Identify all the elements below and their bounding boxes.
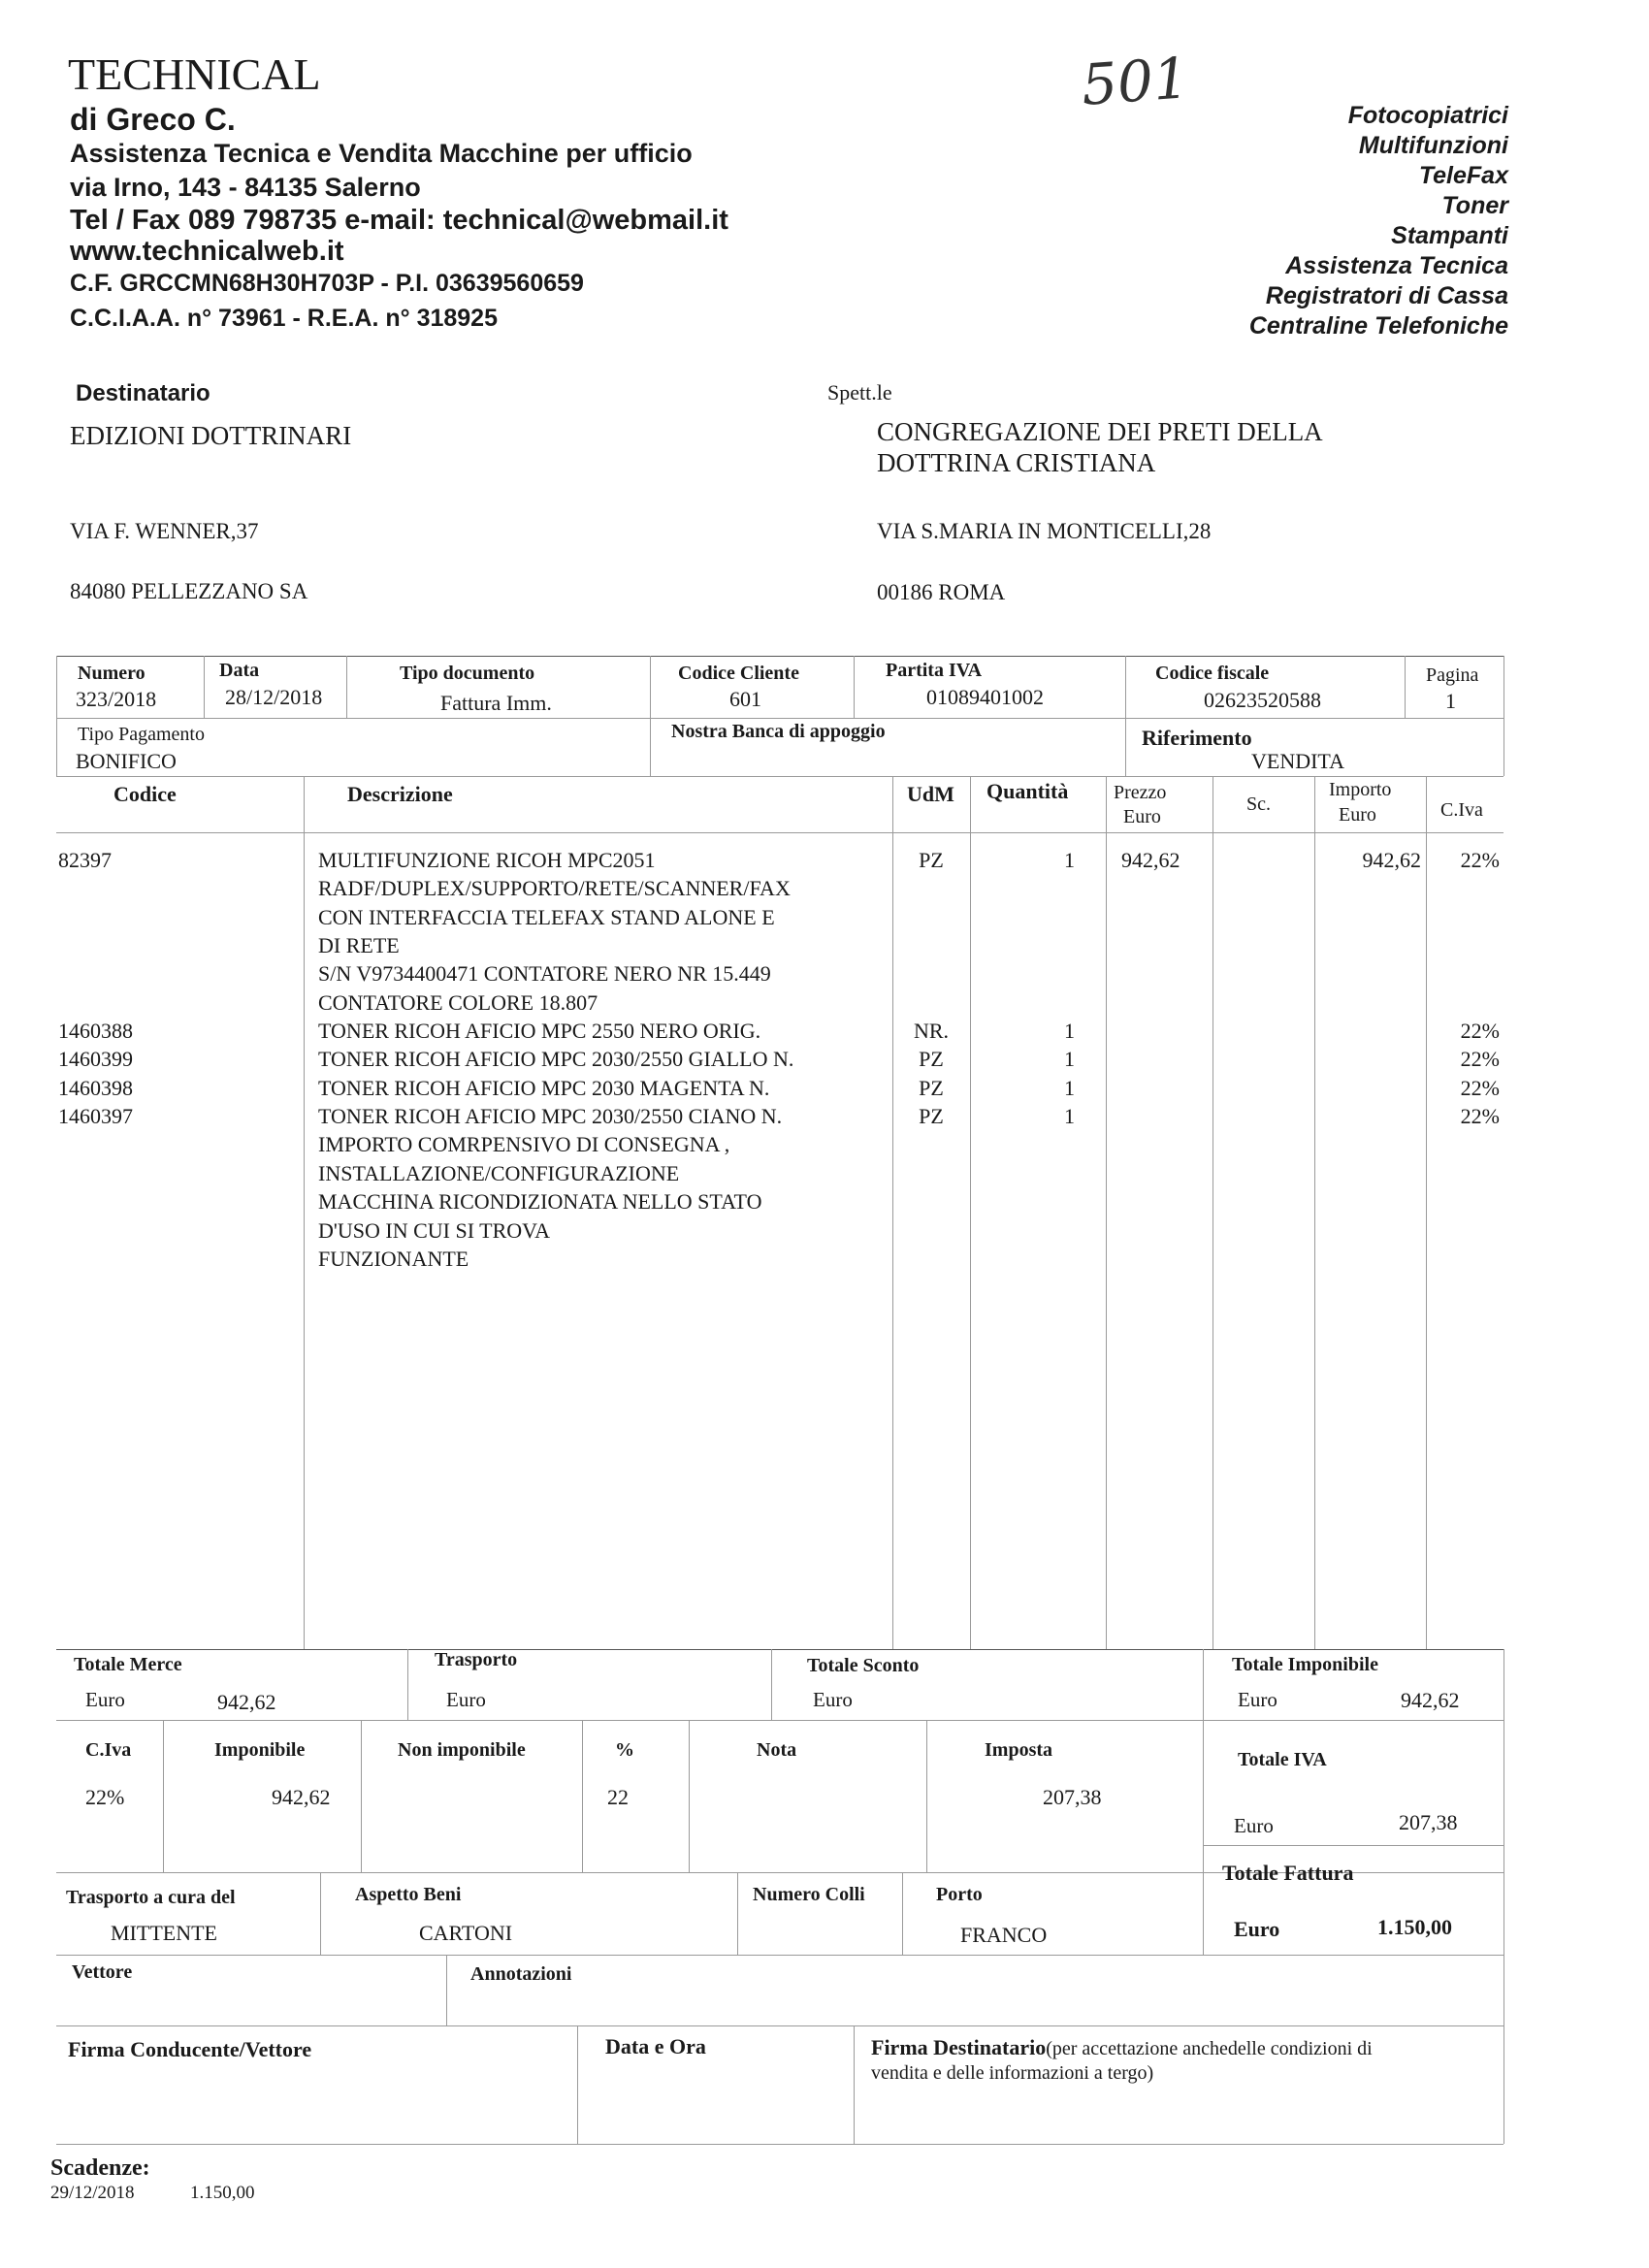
vat-imponibile-value: 942,62	[272, 1785, 331, 1809]
item-codice: 1460398	[58, 1075, 133, 1100]
item-codice: 1460399	[58, 1047, 133, 1072]
item-codice: 82397	[58, 848, 112, 872]
scadenza-amount: 1.150,00	[190, 2183, 255, 2203]
vat-civa-value: 22%	[85, 1785, 125, 1809]
item-descrizione: TONER RICOH AFICIO MPC 2550 NERO ORIG.	[318, 1019, 761, 1044]
item-descrizione: MACCHINA RICONDIZIONATA NELLO STATO	[318, 1189, 762, 1215]
vat-imposta-label: Imposta	[985, 1739, 1053, 1761]
firma-destinatario-note-2: vendita e delle informazioni a tergo)	[871, 2062, 1154, 2084]
totale-merce-label: Totale Merce	[74, 1654, 182, 1675]
item-descrizione: TONER RICOH AFICIO MPC 2030/2550 GIALLO N.	[318, 1047, 794, 1072]
company-name: TECHNICAL	[68, 49, 321, 99]
table-row	[0, 1218, 1649, 1246]
item-quantita: 1	[1064, 1019, 1075, 1044]
data-value: 28/12/2018	[225, 685, 323, 709]
table-row	[0, 1132, 1649, 1159]
table-row	[0, 848, 1649, 875]
col-prezzo: Prezzo	[1114, 782, 1167, 803]
totale-iva-value: 207,38	[1399, 1810, 1458, 1834]
item-descrizione: DI RETE	[318, 933, 400, 958]
service-item: Registratori di Cassa	[1265, 282, 1508, 309]
trasporto-label: Trasporto	[435, 1649, 518, 1670]
company-website: www.technicalweb.it	[70, 236, 344, 267]
numero-label: Numero	[78, 663, 146, 684]
codice-cliente-label: Codice Cliente	[678, 663, 799, 684]
addressee-city: 00186 ROMA	[877, 580, 1006, 604]
table-row	[0, 933, 1649, 960]
service-item: TeleFax	[1418, 162, 1508, 189]
item-udm: NR.	[913, 1019, 950, 1044]
totale-fattura-label: Totale Fattura	[1222, 1861, 1354, 1885]
totale-sconto-label: Totale Sconto	[807, 1655, 920, 1676]
col-codice: Codice	[113, 782, 177, 806]
item-descrizione: S/N V9734400471 CONTATORE NERO NR 15.449	[318, 961, 771, 987]
table-row	[0, 990, 1649, 1018]
col-sconto: Sc.	[1246, 794, 1271, 815]
table-row	[0, 876, 1649, 903]
item-iva: 22%	[1460, 1047, 1500, 1072]
firma-destinatario-note-1: (per accettazione anchedelle condizioni di	[1046, 2038, 1373, 2059]
vat-imposta-value: 207,38	[1043, 1785, 1102, 1809]
service-item: Stampanti	[1391, 222, 1508, 249]
service-item: Toner	[1441, 192, 1508, 219]
pagina-value: 1	[1445, 689, 1456, 713]
addressee-name-2: DOTTRINA CRISTIANA	[877, 448, 1156, 477]
trasporto-euro: Euro	[446, 1688, 486, 1711]
item-prezzo: 942,62	[1121, 848, 1180, 872]
scadenza-date: 29/12/2018	[50, 2183, 135, 2203]
recipient-label: Destinatario	[76, 380, 210, 406]
service-item: Assistenza Tecnica	[1285, 252, 1508, 279]
item-codice: 1460397	[58, 1104, 133, 1129]
addressee-name-1: CONGREGAZIONE DEI PRETI DELLA	[877, 417, 1323, 446]
vettore-label: Vettore	[72, 1961, 133, 1983]
vat-civa-label: C.Iva	[85, 1739, 132, 1761]
totale-iva-euro: Euro	[1234, 1814, 1274, 1837]
col-importo-euro: Euro	[1339, 804, 1376, 826]
item-quantita: 1	[1064, 1047, 1075, 1072]
service-item: Centraline Telefoniche	[1248, 312, 1508, 340]
firma-destinatario	[871, 2035, 1373, 2060]
totale-imponibile-value: 942,62	[1401, 1688, 1460, 1712]
vat-non-imponibile-label: Non imponibile	[398, 1739, 526, 1761]
item-quantita: 1	[1064, 1075, 1075, 1100]
addressee-label: Spett.le	[827, 380, 892, 405]
totale-imponibile-label: Totale Imponibile	[1232, 1654, 1378, 1675]
partita-iva-label: Partita IVA	[886, 660, 983, 681]
item-descrizione: TONER RICOH AFICIO MPC 2030/2550 CIANO N.	[318, 1104, 783, 1129]
company-owner: di Greco C.	[70, 102, 236, 137]
item-udm: PZ	[919, 1104, 944, 1129]
recipient-street: VIA F. WENNER,37	[70, 519, 259, 543]
trasporto-cura-value: MITTENTE	[111, 1921, 217, 1945]
tipo-documento-value: Fattura Imm.	[440, 691, 552, 715]
trasporto-cura-label: Trasporto a cura del	[66, 1887, 236, 1908]
item-descrizione: MULTIFUNZIONE RICOH MPC2051	[318, 848, 656, 872]
banca-appoggio-label: Nostra Banca di appoggio	[671, 721, 886, 742]
vat-perc-value: 22	[607, 1785, 629, 1809]
company-registry: C.C.I.A.A. n° 73961 - R.E.A. n° 318925	[70, 305, 498, 332]
recipient-city: 84080 PELLEZZANO SA	[70, 579, 308, 603]
aspetto-beni-value: CARTONI	[419, 1921, 513, 1945]
company-contacts: Tel / Fax 089 798735 e-mail: technical@webmail.it	[70, 205, 728, 236]
item-iva: 22%	[1460, 1019, 1500, 1044]
vat-imponibile-label: Imponibile	[214, 1739, 306, 1761]
col-quantita: Quantità	[986, 779, 1069, 803]
item-importo: 942,62	[1362, 848, 1421, 872]
firma-conducente-label: Firma Conducente/Vettore	[68, 2037, 312, 2061]
totale-fattura-euro: Euro	[1234, 1917, 1280, 1941]
item-quantita: 1	[1064, 1104, 1075, 1129]
item-iva: 22%	[1460, 1104, 1500, 1129]
table-row	[0, 1047, 1649, 1074]
partita-iva-value: 01089401002	[926, 685, 1044, 709]
totale-sconto-euro: Euro	[813, 1688, 853, 1711]
pagina-label: Pagina	[1426, 664, 1479, 686]
services-list	[1249, 101, 1508, 341]
company-tagline: Assistenza Tecnica e Vendita Macchine per ufficio	[70, 139, 693, 168]
vat-perc-label: %	[615, 1739, 634, 1761]
recipient-name: EDIZIONI DOTTRINARI	[70, 421, 352, 450]
col-prezzo-euro: Euro	[1123, 806, 1161, 827]
totale-imponibile-euro: Euro	[1238, 1688, 1277, 1711]
service-item: Multifunzioni	[1358, 132, 1508, 159]
table-row	[0, 1104, 1649, 1131]
company-fiscal: C.F. GRCCMN68H30H703P - P.I. 03639560659	[70, 270, 584, 297]
firma-destinatario-label: Firma Destinatario	[871, 2035, 1047, 2059]
col-iva: C.Iva	[1440, 799, 1483, 821]
item-udm: PZ	[919, 1075, 944, 1100]
item-descrizione: CON INTERFACCIA TELEFAX STAND ALONE E	[318, 904, 775, 929]
tipo-documento-label: Tipo documento	[400, 663, 535, 684]
riferimento-value: VENDITA	[1251, 749, 1344, 773]
item-descrizione: FUNZIONANTE	[318, 1246, 469, 1271]
totale-merce-euro: Euro	[85, 1688, 125, 1711]
table-row	[0, 1076, 1649, 1103]
table-row	[0, 1189, 1649, 1216]
handwritten-number: 501	[1079, 45, 1191, 118]
service-item: Fotocopiatrici	[1347, 102, 1508, 129]
numero-colli-label: Numero Colli	[753, 1884, 865, 1905]
company-address: via Irno, 143 - 84135 Salerno	[70, 173, 421, 202]
vat-nota-label: Nota	[757, 1739, 797, 1761]
item-descrizione: INSTALLAZIONE/CONFIGURAZIONE	[318, 1160, 680, 1185]
table-row	[0, 905, 1649, 932]
addressee-street: VIA S.MARIA IN MONTICELLI,28	[877, 519, 1212, 543]
table-row	[0, 961, 1649, 988]
col-importo: Importo	[1329, 779, 1392, 800]
porto-label: Porto	[936, 1884, 983, 1905]
totale-merce-value: 942,62	[217, 1690, 276, 1714]
item-descrizione: D'USO IN CUI SI TROVA	[318, 1217, 551, 1243]
codice-fiscale-label: Codice fiscale	[1155, 663, 1270, 684]
scadenze-label: Scadenze:	[50, 2155, 150, 2181]
porto-value: FRANCO	[960, 1923, 1048, 1947]
item-iva: 22%	[1460, 1075, 1500, 1100]
aspetto-beni-label: Aspetto Beni	[355, 1884, 462, 1905]
item-udm: PZ	[919, 1047, 944, 1072]
data-label: Data	[219, 660, 260, 681]
table-row	[0, 1247, 1649, 1274]
data-ora-label: Data e Ora	[605, 2034, 706, 2058]
tipo-pagamento-value: BONIFICO	[76, 749, 177, 773]
totale-iva-label: Totale IVA	[1238, 1749, 1327, 1770]
table-row	[0, 1161, 1649, 1188]
table-row	[0, 1019, 1649, 1046]
item-codice: 1460388	[58, 1019, 133, 1044]
tipo-pagamento-label: Tipo Pagamento	[78, 724, 205, 745]
item-descrizione: TONER RICOH AFICIO MPC 2030 MAGENTA N.	[318, 1075, 770, 1100]
item-descrizione: CONTATORE COLORE 18.807	[318, 989, 598, 1015]
annotazioni-label: Annotazioni	[470, 1963, 572, 1985]
item-quantita: 1	[1064, 848, 1075, 872]
item-descrizione: RADF/DUPLEX/SUPPORTO/RETE/SCANNER/FAX	[318, 876, 791, 901]
item-iva: 22%	[1460, 848, 1500, 872]
codice-cliente-value: 601	[729, 687, 761, 711]
col-udm: UdM	[907, 782, 954, 806]
codice-fiscale-value: 02623520588	[1204, 688, 1321, 712]
item-udm: PZ	[919, 848, 944, 872]
col-descrizione: Descrizione	[347, 782, 453, 806]
totale-fattura-value: 1.150,00	[1377, 1915, 1452, 1939]
riferimento-label: Riferimento	[1142, 726, 1252, 750]
item-descrizione: IMPORTO COMRPENSIVO DI CONSEGNA ,	[318, 1132, 730, 1157]
numero-value: 323/2018	[76, 687, 157, 711]
